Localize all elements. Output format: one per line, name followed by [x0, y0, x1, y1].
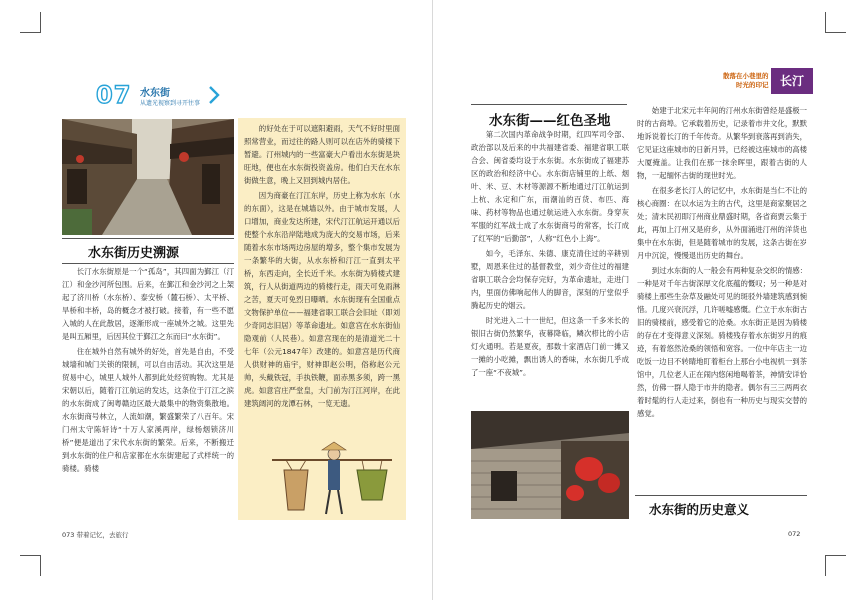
- header-line: 散落在小巷里的: [723, 72, 769, 80]
- section-title: 水东街的历史意义: [649, 502, 750, 517]
- street-photo: [62, 119, 234, 235]
- right-column-1: [471, 128, 629, 381]
- chevron-right-icon: [208, 85, 220, 105]
- crop-mark: [825, 12, 846, 33]
- chapter-title: 水东街: [140, 88, 170, 99]
- crop-mark: [825, 555, 846, 576]
- chapter-header: [96, 81, 216, 117]
- paragraph: 时光进入二十一世纪，但这条一千多米长的银旧古街仍然繁华，夜幕降临，鳞次栉比的小店灯火通明。若是夏夜，那数十家酒店门前一摊又一摊的小吃摊，飘出诱人的香味，水东街几乎成了一座“不夜城”。: [471, 316, 629, 377]
- paragraph: 的好处在于可以遮阳避雨，天气不好时里面照常营业，而过往的路人则可以在店外的骑楼下暂避。汀州城内的一些富豪大户看出水东街是块旺地，便也在水东街投资盖房。他们白天在水东街做生意，晚上又回到城内居住。: [244, 124, 400, 185]
- section-title-box: [635, 495, 807, 520]
- paragraph: 在很多老长汀人的记忆中，水东街是当仁不让的核心商圈：在以水运为主的古代，这里是商家聚居之处；清末民初即汀州商业鼎盛时期，各省商贾云集于此，再加上汀州又是府乡，从外面涌进汀州的洋货也集中在水东街，但是随着城市的发展，这条古街在岁月中沉淀，慢慢退出历史的舞台。: [637, 186, 808, 260]
- section-title-box: [62, 238, 234, 264]
- header-line: 时光的印记: [736, 81, 769, 89]
- chapter-number: 07: [96, 81, 132, 109]
- page-footer: 072: [788, 530, 801, 538]
- section-title: 水东街历史溯源: [88, 246, 180, 261]
- paragraph: 长汀水东街原是一个“孤岛”，其四面为鄞江（汀江）和金沙河所包围。后来，在鄞江和金沙河之上架起了济川桥（水东桥）、泰安桥（麓石桥）、太平桥、旱桥和丰桥，岛的概念才被打破。接着，有一些不愿入城的人在此散居，逐渐形成一座城外之城。这里先是叫五厢里，后因其位于鄞江之东而曰“水东街”。: [62, 267, 234, 341]
- city-badge: 长汀: [771, 68, 813, 94]
- paragraph: 因为商豪在汀江东岸，历史上称为水东（水的东面），这是在城墙以外。由于城市发展，人口增加，商业发达所建，宋代汀江航运开通以后使整个水东沿岸陆地成为庞大的交易市场，后来随着水东市场两边房屋的增多，整个集市发展为一条繁华的大街，从水东桥和汀江一直到太平桥，东西走向，全长近千米。水东街为骑楼式建筑，行人从街道两边的骑楼行走，雨天可免雨淋之苦，夏天可免烈日曝晒。水东街现有全国重点文物保护单位——福建省职工联合会旧址（即刘少奇同志旧居）等革命遗址。如意宫在水东街仙隐观前（人民巷）。如意宫现在的是清道光二十七年（公元1847年）改建的。如意宫是历代商人供财神的庙宇，财神即赵公明，俗称赵公元帅，头戴铁冠，手执铁鞭，面赤黑多须，跨一黑虎。如意宫庄严堂皇，大门前为汀江河岸，在此建筑阔河的龙潭石林，一览无遗。: [244, 191, 400, 408]
- paragraph: 到过水东街的人一般会有两种复杂交织的情感：一种是对千年古街深厚文化底蕴的慨叹；另一种是对骑楼上那些生杂草及融处可见的斑驳外墙建筑感到惋惜。几度兴衰沉浮，几许嗟嘘感慨。伫立于水东街古旧的骑楼前，感受着它的沧桑。水东街正是因为骑楼的存在才变得意义深刻。骑楼残存着水东街岁月的痕迹，有着悠然沧桑的领悟和宽容。一位中年店主一边吃饭一边目不转睛地盯着柜台上那台小电视机一到茶馆中，几位老人正在闹内悠闲地喝着茶，神情安详恰然，仿佛一群人隐于市井的隐者。偶尔有三三两两衣着时髦的行人走过来，倒也有一种历史与现实交替的感觉。: [637, 266, 808, 418]
- paragraph: 第二次国内革命战争时期，红四军司令部、政治部以及后来的中共福建省委、福建省职工联合会、闽省委均设于水东街。水东街成了福建苏区的政治和经济中心。水东街店铺里的上纸、烟叶、米、豆、木材等源源不断地通过汀江航运到上杭、永定和广东，而潮汕的百货、布匹、海味、药材等物品也通过航运进入水东街。身穿灰军服的红军战士成了水东街商号的常客，长汀成了红军的“后勤部”，人称“红色小上海”。: [471, 130, 629, 243]
- page-footer: 073 带着记忆，去旅行: [62, 531, 129, 539]
- section-title: 水东街——红色圣地: [489, 113, 611, 129]
- lantern-photo: [471, 411, 629, 519]
- section-header: [723, 72, 769, 90]
- paragraph: 住在城外自然有城外的好处，首先是自由，不受城墙和城门关锁的限制，可以自由活动。其次这里是贸易中心，城里人城外人都到此处经贸购物。尤其是宋朝以后，随着汀江航运的发达，这条位于汀江之滨的水东街成了闽粤赣边区最大最集中的物资集散地。水东街商号林立，人流如潮，繁盛繁荣了八百年。宋门州太守陈轩诗“十万人家溪两岸，绿杨烟锁济川桥”便是道出了宋代水东街的繁荣。后来，不断搬迁到水东街的住户和店家都在水东街建起了式样统一的骑楼。骑楼: [62, 347, 234, 473]
- left-column-1: [62, 265, 234, 477]
- right-page: [433, 0, 865, 600]
- crop-mark: [20, 555, 41, 576]
- vendor-illustration: [262, 440, 402, 518]
- section-title-box: [471, 104, 627, 129]
- paragraph: 如今，毛泽东、朱德、康克清住过的辛耕别墅，周恩来住过的基督教堂，刘少奇住过的福建省职工联合会均保存完好，为革命遗址，走进门内，里面仿佛响起伟人的脚音，深刻的厅堂似乎腾起历史的烟云。: [471, 249, 629, 310]
- crop-mark: [20, 12, 41, 33]
- paragraph: 始建于北宋元丰年间的汀州水东街曾经是盛极一时的古商埠。它承载着历史，记录着市井文化，默默地诉说着长汀的千年传奇。从繁华到衰落再到消失，它见证这座城市的日新月异，已经被这座城市的高楼大厦掩盖。让我们在那一抹余晖里，跟着古街的人物，一起缅怀古街的现世时光。: [637, 106, 808, 180]
- right-column-2: [637, 104, 807, 422]
- chapter-subtitle: 从遗光视察到寻开往事: [140, 100, 201, 107]
